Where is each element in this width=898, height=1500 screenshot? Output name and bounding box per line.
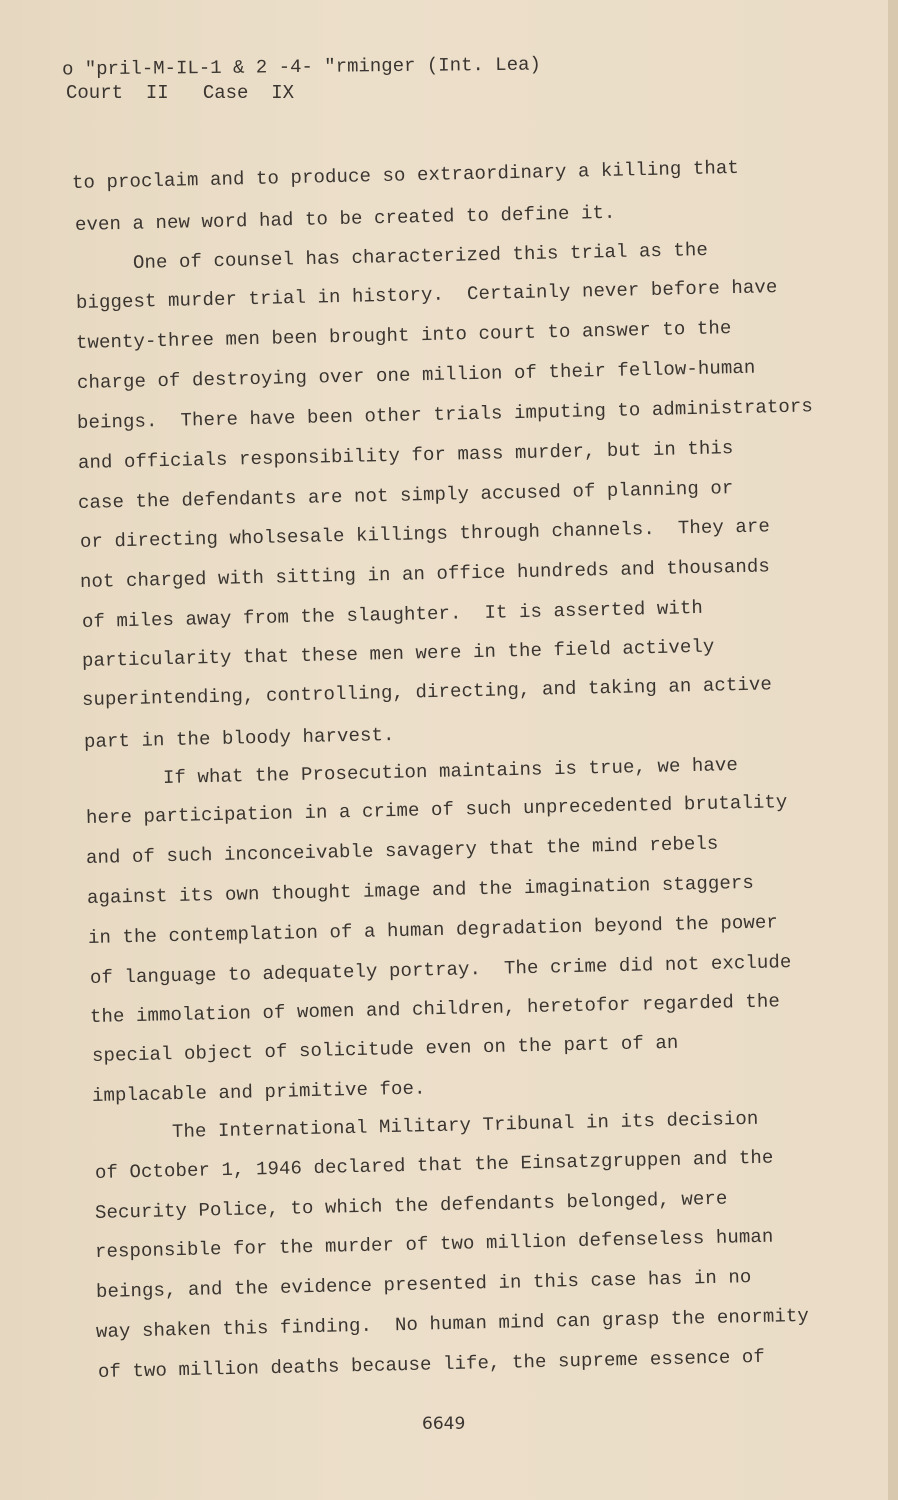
text-line: even a new word had to be created to define it. [74, 201, 616, 236]
text-line: particularity that these men were in the field actively [81, 635, 715, 672]
text-line: in the contemplation of a human degradation beyond the power [87, 911, 779, 949]
text-line: here participation in a crime of such unprecedented brutality [85, 791, 788, 829]
text-line: against its own thought image and the imagination staggers [86, 871, 755, 909]
text-line: way shaken this finding. No human mind can grasp the enormity [95, 1304, 810, 1343]
header-line-1: o "pril-M-IL-1 & 2 -4- "rminger (Int. Lea) [61, 53, 541, 81]
text-line: responsible for the murder of two million defenseless human [94, 1225, 774, 1263]
page-edge [888, 0, 898, 1500]
text-line: case the defendants are not simply accused of planning or [77, 477, 734, 514]
text-line: beings. There have been other trials imputing to administrators [76, 395, 814, 434]
text-line: of language to adequately portray. The crime did not exclude [89, 951, 792, 989]
text-line: part in the bloody harvest. [83, 723, 395, 753]
text-line: special object of solicitude even on the part of an [91, 1031, 679, 1067]
text-line: of miles away from the slaughter. It is asserted with [81, 596, 704, 633]
text-line: implacable and primitive foe. [91, 1077, 426, 1107]
text-line: One of counsel has characterized this trial as the [132, 238, 709, 274]
text-line: the immolation of women and children, heretofor regarded the [89, 990, 781, 1028]
page-number: 6649 [422, 1414, 466, 1434]
text-line: biggest murder trial in history. Certainly never before have [75, 276, 778, 314]
header-line-2: Court II Case IX [66, 82, 295, 104]
text-line: not charged with sitting in an office hundreds and thousands [79, 555, 771, 593]
text-line: and of such inconceivable savagery that the mind rebels [85, 832, 719, 869]
text-line: The International Military Tribunal in its decision [171, 1107, 759, 1143]
text-line: superintending, controlling, directing, and taking an active [81, 673, 773, 711]
text-line: or directing wholsesale killings through channels. They are [79, 515, 771, 553]
text-line: of October 1, 1946 declared that the Einsatzgruppen and the [94, 1146, 774, 1184]
text-line: to proclaim and to produce so extraordinary a killing that [71, 156, 740, 194]
text-line: Security Police, to which the defendants belonged, were [94, 1187, 728, 1224]
text-line: of two million deaths because life, the supreme essence of [97, 1345, 766, 1383]
text-line: beings, and the evidence presented in this case has in no [95, 1266, 752, 1303]
text-line: and officials responsibility for mass murder, but in this [77, 437, 734, 474]
text-line: If what the Prosecution maintains is true, we have [162, 753, 739, 789]
text-line: charge of destroying over one million of their fellow-human [76, 356, 756, 394]
text-line: twenty-three men been brought into court to answer to the [75, 317, 732, 354]
